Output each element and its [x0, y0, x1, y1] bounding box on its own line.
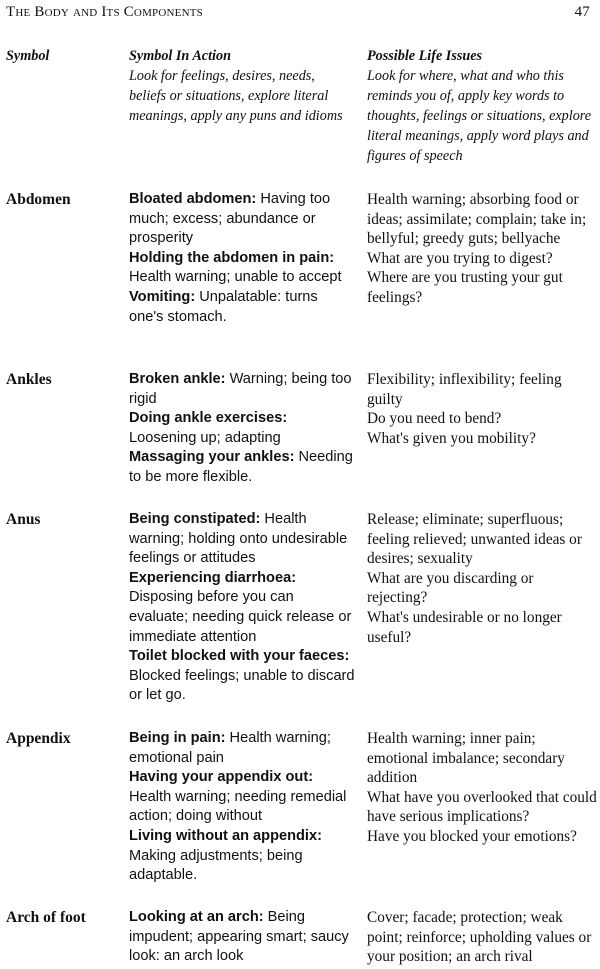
issue-line: What are you discarding or rejecting? [367, 569, 534, 607]
possible-life-issues [367, 190, 597, 308]
running-header [6, 4, 590, 24]
entry-symbol: Arch of foot [6, 909, 86, 926]
possible-life-issues [367, 510, 597, 647]
action-text: Having too much; excess; abundance or prosperity [129, 191, 331, 247]
action-item [129, 288, 355, 327]
action-item [129, 370, 355, 409]
column-header-symbol [6, 46, 106, 66]
issue-line: What's given you mobility? [367, 429, 536, 447]
issue-line: Flexibility; inflexibility; feeling guilty [367, 371, 562, 408]
action-item [129, 908, 355, 967]
action-term: Experiencing diarrhoea: [129, 569, 297, 586]
action-term: Being in pain: [129, 730, 226, 746]
action-item [129, 448, 355, 487]
column-header-issues [367, 46, 595, 166]
action-text: Health warning; needing remedial action; doing without [129, 788, 347, 825]
symbol-in-action [129, 370, 355, 488]
action-term: Being constipated: [129, 511, 261, 527]
issue-line: What's undesirable or no longer useful? [367, 608, 562, 646]
action-text: Blocked feelings; unable to discard or let go. [129, 667, 355, 704]
action-text: Loosening up; adapting [129, 429, 281, 446]
action-term: Doing ankle exercises: [129, 410, 288, 427]
entry-symbol: Ankles [6, 371, 52, 388]
action-text: Warning; being too rigid [129, 371, 352, 407]
issue-line: Release; eliminate; superfluous; feeling relieved; unwanted ideas or desires; sexuality [367, 511, 582, 568]
issue-line: Cover; facade; protection; weak point; reinforce; upholding values or your position; an arch rival [367, 909, 592, 966]
action-term: Holding the abdomen in pain: [129, 249, 335, 266]
column-header-action [129, 46, 354, 126]
issue-line: Where are you trusting your gut feelings? [367, 269, 563, 306]
column-label: Possible Life Issues [367, 48, 483, 64]
action-term: Having your appendix out: [129, 769, 314, 786]
issue-line: What are you trying to digest? [367, 249, 553, 267]
symbol-in-action [129, 908, 355, 967]
possible-life-issues [367, 370, 597, 448]
action-item [129, 569, 355, 647]
column-subtitle: Look for feelings, desires, needs, beliefs or situations, explore literal meanings, apply any puns and idioms [129, 68, 343, 124]
page-number: 47 [574, 4, 590, 20]
issue-line: What have you overlooked that could have serious implications? [367, 788, 597, 826]
column-label: Symbol [6, 48, 50, 64]
action-item [129, 249, 355, 288]
symbol-in-action [129, 729, 355, 886]
action-term: Toilet blocked with your faeces: [129, 648, 350, 665]
action-text: Being impudent; appearing smart; saucy look: an arch look [129, 909, 349, 965]
action-term: Vomiting: [129, 288, 196, 305]
action-item [129, 409, 355, 448]
column-subtitle: Look for where, what and who this reminds you of, apply key words to thoughts, feelings or situations, explore literal meanings, apply word plays and figures of speech [367, 68, 592, 164]
action-text: Health warning; emotional pain [129, 730, 331, 766]
action-text: Unpalatable: turns one's stomach. [129, 288, 318, 325]
issue-line: Do you need to bend? [367, 410, 502, 428]
issue-line: Have you blocked your emotions? [367, 827, 577, 845]
entry-symbol: Abdomen [6, 191, 71, 208]
possible-life-issues [367, 908, 597, 967]
action-item [129, 768, 355, 827]
column-label: Symbol In Action [129, 48, 231, 64]
action-item [129, 729, 355, 768]
action-term: Broken ankle: [129, 371, 226, 387]
action-item [129, 510, 355, 569]
action-text: Making adjustments; being adaptable. [129, 847, 303, 884]
action-text: Needing to be more flexible. [129, 449, 353, 485]
action-term: Bloated abdomen: [129, 191, 257, 207]
action-text: Disposing before you can evaluate; needing quick release or immediate attention [129, 589, 352, 645]
action-term: Massaging your ankles: [129, 449, 295, 466]
symbol-in-action [129, 510, 355, 706]
entry-symbol: Appendix [6, 730, 71, 747]
entry-symbol: Anus [6, 511, 41, 528]
action-term: Looking at an arch: [129, 909, 264, 925]
action-item [129, 190, 355, 249]
action-item [129, 647, 355, 706]
action-item [129, 827, 355, 886]
symbol-in-action [129, 190, 355, 327]
action-text: Health warning; holding onto undesirable feelings or attitudes [129, 511, 348, 567]
action-term: Living without an appendix: [129, 827, 322, 844]
issue-line: Health warning; inner pain; emotional imbalance; secondary addition [367, 730, 565, 787]
running-title: The Body and Its Components [6, 4, 203, 20]
possible-life-issues [367, 729, 597, 847]
issue-line: Health warning; absorbing food or ideas; assimilate; complain; take in; bellyful; greedy guts; bellyache [367, 191, 587, 248]
action-text: Health warning; unable to accept [129, 269, 342, 286]
